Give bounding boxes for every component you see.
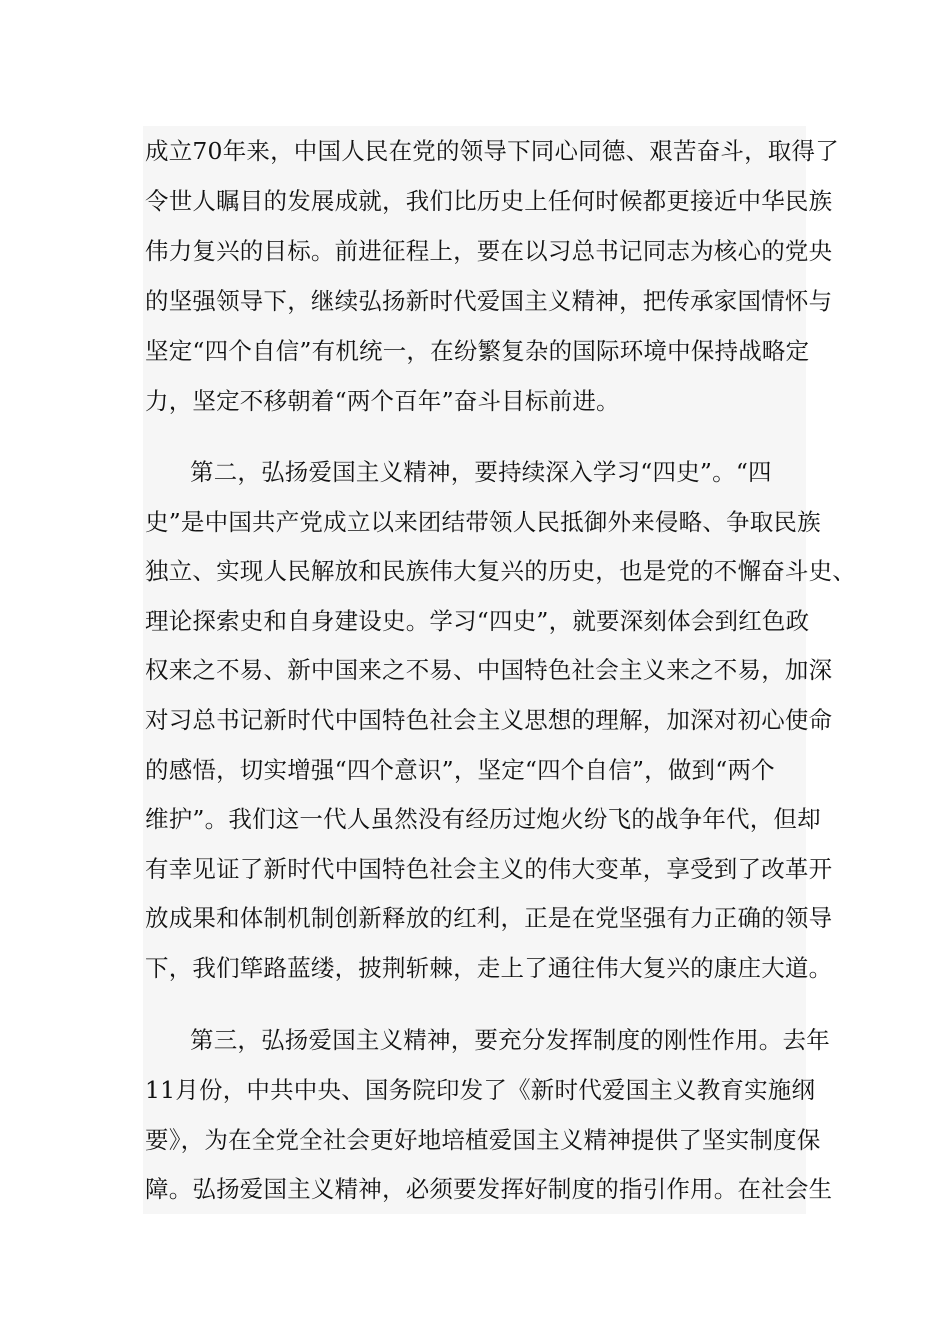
text-line: 理论探索史和自身建设史。学习“四史”，就要深刻体会到红色政 — [145, 607, 810, 635]
text-line: 要》，为在全党全社会更好地培植爱国主义精神提供了坚实制度保 — [145, 1126, 821, 1154]
text-line: 第二，弘扬爱国主义精神，要持续深入学习“四史”。“四 — [190, 458, 772, 486]
text-line: 有幸见证了新时代中国特色社会主义的伟大变革，享受到了改革开 — [145, 855, 833, 883]
text-line: 障。弘扬爱国主义精神，必须要发挥好制度的指引作用。在社会生 — [145, 1175, 833, 1203]
text-line: 放成果和体制机制创新释放的红利，正是在党坚强有力正确的领导 — [145, 904, 833, 932]
text-line: 史”是中国共产党成立以来团结带领人民抵御外来侵略、争取民族 — [145, 508, 821, 536]
text-line: 令世人瞩目的发展成就，我们比历史上任何时候都更接近中华民族 — [145, 187, 833, 215]
text-line: 第三，弘扬爱国主义精神，要充分发挥制度的刚性作用。去年 — [190, 1026, 830, 1054]
text-line: 的感悟，切实增强“四个意识”，坚定“四个自信”，做到“两个 — [145, 756, 775, 784]
text-line: 的坚强领导下，继续弘扬新时代爱国主义精神，把传承家国情怀与 — [145, 287, 833, 315]
text-line: 对习总书记新时代中国特色社会主义思想的理解，加深对初心使命 — [145, 706, 833, 734]
text-line: 力，坚定不移朝着“两个百年”奋斗目标前进。 — [145, 387, 620, 415]
text-line: 下，我们筚路蓝缕，披荆斩棘，走上了通往伟大复兴的康庄大道。 — [145, 954, 833, 982]
text-line: 权来之不易、新中国来之不易、中国特色社会主义来之不易，加深 — [145, 656, 833, 684]
text-line: 11月份，中共中央、国务院印发了《新时代爱国主义教育实施纲 — [145, 1076, 816, 1104]
text-line: 伟力复兴的目标。前进征程上，要在以习总书记同志为核心的党央 — [145, 237, 833, 265]
text-line: 维护”。我们这一代人虽然没有经历过炮火纷飞的战争年代，但却 — [145, 805, 821, 833]
text-line: 坚定“四个自信”有机统一，在纷繁复杂的国际环境中保持战略定 — [145, 337, 810, 365]
text-line: 成立70年来，中国人民在党的领导下同心同德、艰苦奋斗，取得了 — [145, 137, 839, 165]
text-line: 独立、实现人民解放和民族伟大复兴的历史，也是党的不懈奋斗史、 — [145, 557, 856, 585]
